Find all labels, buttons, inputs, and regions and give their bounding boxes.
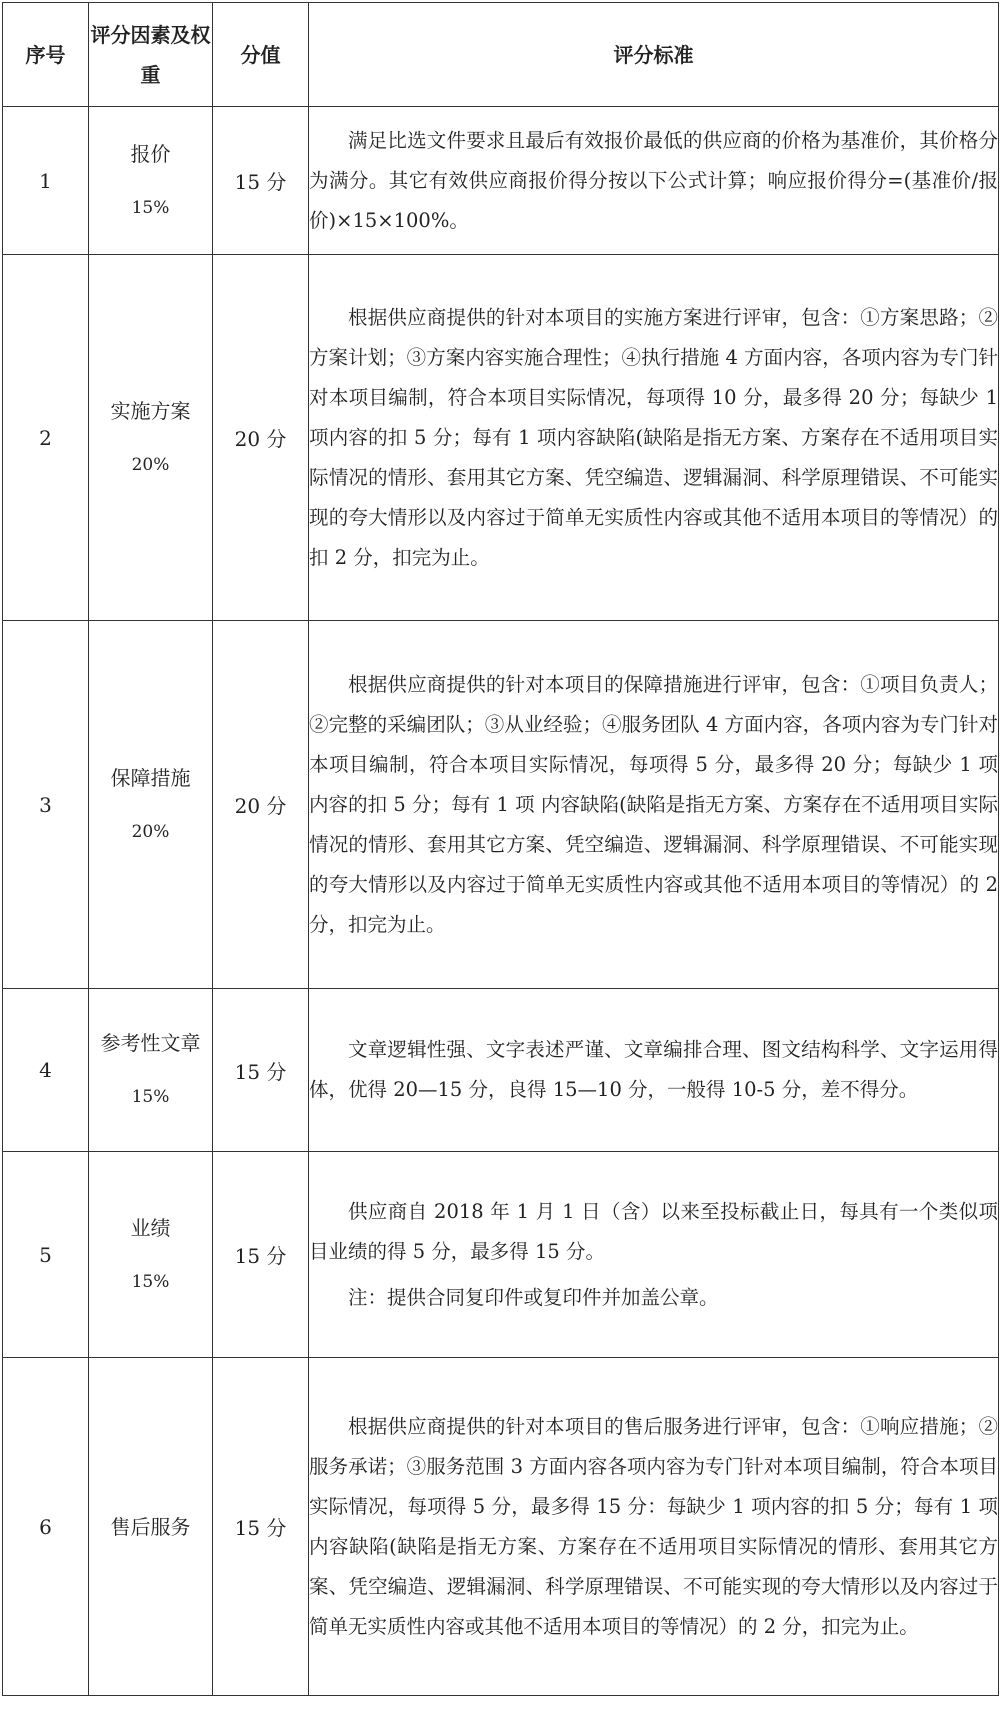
- row-index: 6: [3, 1358, 89, 1696]
- row-criteria: [309, 1152, 999, 1358]
- header-factor: 评分因素及权重: [89, 3, 213, 107]
- criteria-text: 根据供应商提供的针对本项目的实施方案进行评审，包含：①方案思路；②方案计划；③方案内容实施合理性；④执行措施 4 方面内容，各项内容为专门针对本项目编制，符合本项目实际情况，每项得 10 分，最多得 20 分；每缺少 1 项内容的扣 5 分；每有 1 项内容缺陷(缺陷是指无方案、方案存在不适用项目实际情况的情形、套用其它方案、凭空编造、逻辑漏洞、科学原理错误、不可能实现的夸大情形以及内容过于简单无实质性内容或其他不适用本项目的等情况）的扣 2 分，扣完为止。: [309, 305, 998, 569]
- row-index: 1: [3, 107, 89, 255]
- criteria-note: 注：提供合同复印件或复印件并加盖公章。: [348, 1285, 719, 1309]
- factor-name: 参考性文章: [100, 1031, 201, 1055]
- row-factor: [89, 1152, 213, 1358]
- row-index: 2: [3, 255, 89, 621]
- factor-name: 业绩: [130, 1215, 171, 1240]
- row-score: 15 分: [213, 1152, 309, 1358]
- header-index: 序号: [3, 3, 89, 107]
- row-criteria: [309, 255, 999, 621]
- row-criteria: [309, 621, 999, 989]
- row-factor: [89, 255, 213, 621]
- factor-name: 报价: [130, 141, 171, 166]
- row-factor: [89, 107, 213, 255]
- row-factor: [89, 1358, 213, 1696]
- row-factor: [89, 621, 213, 989]
- table-row: [3, 255, 999, 621]
- table-row: [3, 621, 999, 989]
- criteria-text: 满足比选文件要求且最后有效报价最低的供应商的价格为基准价，其价格分为满分。其它有效供应商报价得分按以下公式计算；响应报价得分=(基准价/报价)×15×100%。: [309, 128, 998, 232]
- factor-weight: 15%: [131, 1271, 170, 1292]
- table-row: [3, 989, 999, 1152]
- table-row: [3, 1152, 999, 1358]
- criteria-text: 文章逻辑性强、文字表述严谨、文章编排合理、图文结构科学、文字运用得体，优得 20—15 分，良得 15—10 分，一般得 10-5 分，差不得分。: [309, 1038, 998, 1101]
- row-score: 15 分: [213, 107, 309, 255]
- criteria-text: 根据供应商提供的针对本项目的保障措施进行评审，包含：①项目负责人；②完整的采编团队；③从业经验；④服务团队 4 方面内容，各项内容为专门针对本项目编制，符合本项目实际情况，每项得 5 分，最多得 20 分；每缺少 1 项内容的扣 5 分；每有 1 项 内容缺陷(缺陷是指无方案、方案存在不适用项目实际情况的情形、套用其它方案、凭空编造、逻辑漏洞、科学原理错误、不可能实现的夸大情形以及内容过于简单无实质性内容或其他不适用本项目的等情况）的 2 分，扣完为止。: [309, 672, 998, 936]
- row-factor: [89, 989, 213, 1152]
- row-criteria: [309, 1358, 999, 1696]
- factor-weight: 15%: [131, 1087, 170, 1107]
- table-row: [3, 1358, 999, 1696]
- table-row: [3, 107, 999, 255]
- factor-name: 实施方案: [110, 398, 191, 423]
- criteria-text: 根据供应商提供的针对本项目的售后服务进行评审，包含：①响应措施；②服务承诺；③服务范围 3 方面内容各项内容为专门针对本项目编制，符合本项目实际情况，每项得 5 分，最多得 15 分：每缺少 1 项内容的扣 5 分；每有 1 项 内容缺陷(缺陷是指无方案、方案存在不适用项目实际情况的情形、套用其它方案、凭空编造、逻辑漏洞、科学原理错误、不可能实现的夸大情形以及内容过于简单无实质性内容或其他不适用本项目的等情况）的 2 分，扣完为止。: [309, 1414, 998, 1638]
- row-index: 4: [3, 989, 89, 1152]
- criteria-text: 供应商自 2018 年 1 月 1 日（含）以来至投标截止日，每具有一个类似项目业绩的得 5 分，最多得 15 分。: [309, 1199, 998, 1263]
- header-criteria: 评分标准: [309, 3, 999, 107]
- row-score: 20 分: [213, 621, 309, 989]
- factor-weight: 15%: [131, 197, 170, 218]
- header-score: 分值: [213, 3, 309, 107]
- factor-weight: 20%: [131, 821, 170, 842]
- row-criteria: [309, 107, 999, 255]
- row-index: 3: [3, 621, 89, 989]
- scoring-table: [2, 2, 999, 1696]
- row-score: 15 分: [213, 1358, 309, 1696]
- factor-name: 售后服务: [110, 1514, 191, 1539]
- table-header-row: [3, 3, 999, 107]
- row-criteria: [309, 989, 999, 1152]
- row-score: 15 分: [213, 989, 309, 1152]
- row-index: 5: [3, 1152, 89, 1358]
- factor-weight: 20%: [131, 454, 170, 475]
- factor-name: 保障措施: [110, 765, 191, 790]
- row-score: 20 分: [213, 255, 309, 621]
